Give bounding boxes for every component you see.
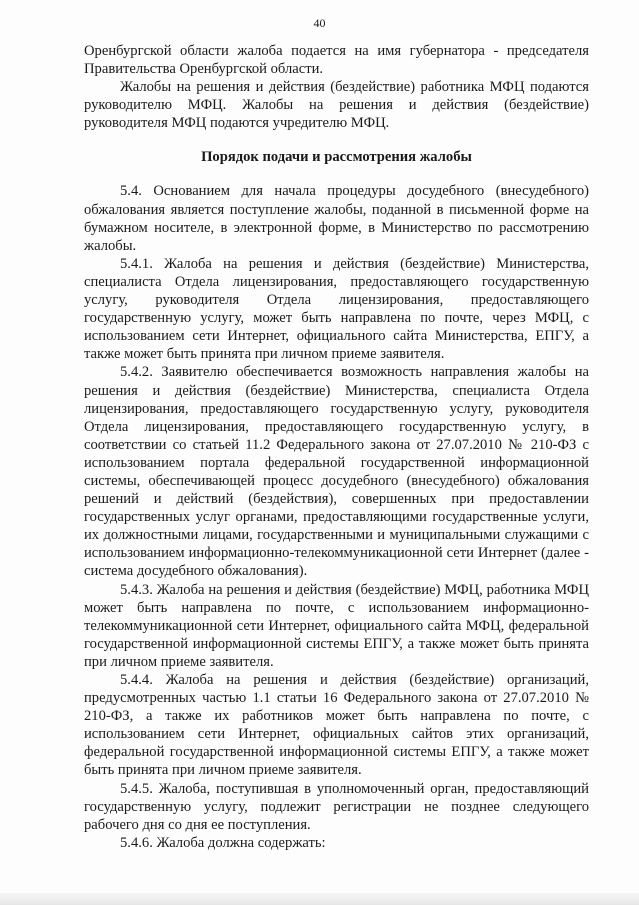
paragraph-5-4-3: 5.4.3. Жалоба на решения и действия (бездействие) МФЦ, работника МФЦ может быть направлена по почте, с использованием информационно-телекоммуникационной сети Интернет, официального сайта МФЦ, федеральной государственной информационной системы ЕПГУ, а также может быть принята при личном приеме заявителя. xyxy=(84,581,589,670)
paragraph-5-4-5: 5.4.5. Жалоба, поступившая в уполномоченный орган, предоставляющий государственную услугу, подлежит регистрации не позднее следующего рабочего дня со дня ее поступления. xyxy=(84,780,589,833)
paragraph-5-4-1: 5.4.1. Жалоба на решения и действия (бездействие) Министерства, специалиста Отдела лицензирования, предоставляющего государственную услугу, руководителя Отдела лицензирования, предоставляющего государственную услугу, может быть направлена по почте, через МФЦ, с использованием сети Интернет, официального сайта Министерства, ЕПГУ, а также может быть принята при личном приеме заявителя. xyxy=(84,255,589,363)
paragraph-5-4-6: 5.4.6. Жалоба должна содержать: xyxy=(120,834,326,851)
scan-bottom-edge xyxy=(0,893,639,905)
intro-paragraph-1: Оренбургской области жалоба подается на имя губернатора - председателя Правительства Оренбургской области. xyxy=(84,43,589,78)
intro-paragraph-2: Жалобы на решения и действия (бездействие) работника МФЦ подаются руководителю МФЦ. Жалобы на решения и действия (бездействие) руководителя МФЦ подаются учредителю МФЦ. xyxy=(84,79,589,132)
page-number: 40 xyxy=(313,16,326,30)
section-heading: Порядок подачи и рассмотрения жалобы xyxy=(201,149,472,166)
paragraph-5-4-4: 5.4.4. Жалоба на решения и действия (бездействие) организаций, предусмотренных частью 1.1 статьи 16 Федерального закона от 27.07.2010 № 210-ФЗ, а также их работников может быть направлена по почте, с использованием сети Интернет, официальных сайтов этих организаций, федеральной государственной информационной системы ЕПГУ, а также может быть принята при личном приеме заявителя. xyxy=(84,672,589,779)
paragraph-5-4-2: 5.4.2. Заявителю обеспечивается возможность направления жалобы на решения и действия (бездействие) Министерства, специалиста Отдела лицензирования, предоставляющего государственную услугу, руководителя Отдела лицензирования, предоставляющего государственную услугу, в соответствии со статьей 11.2 Федерального закона от 27.07.2010 № 210-ФЗ с использованием портала федеральной государственной информационной системы, обеспечивающей процесс досудебного (внесудебного) обжалования решений и действий (бездействия), совершенных при предоставлении государственных услуг органами, предоставляющими государственные услуги, их должностными лицами, государственными и муниципальными служащими с использованием информационно-телекоммуникационной сети Интернет (далее - система досудебного обжалования). xyxy=(84,364,589,580)
page-content xyxy=(84,42,589,852)
paragraph-5-4: 5.4. Основанием для начала процедуры досудебного (внесудебного) обжалования является поступление жалобы, поданной в письменной форме на бумажном носителе, в электронной форме, в Министерство по рассмотрению жалобы. xyxy=(84,183,589,254)
